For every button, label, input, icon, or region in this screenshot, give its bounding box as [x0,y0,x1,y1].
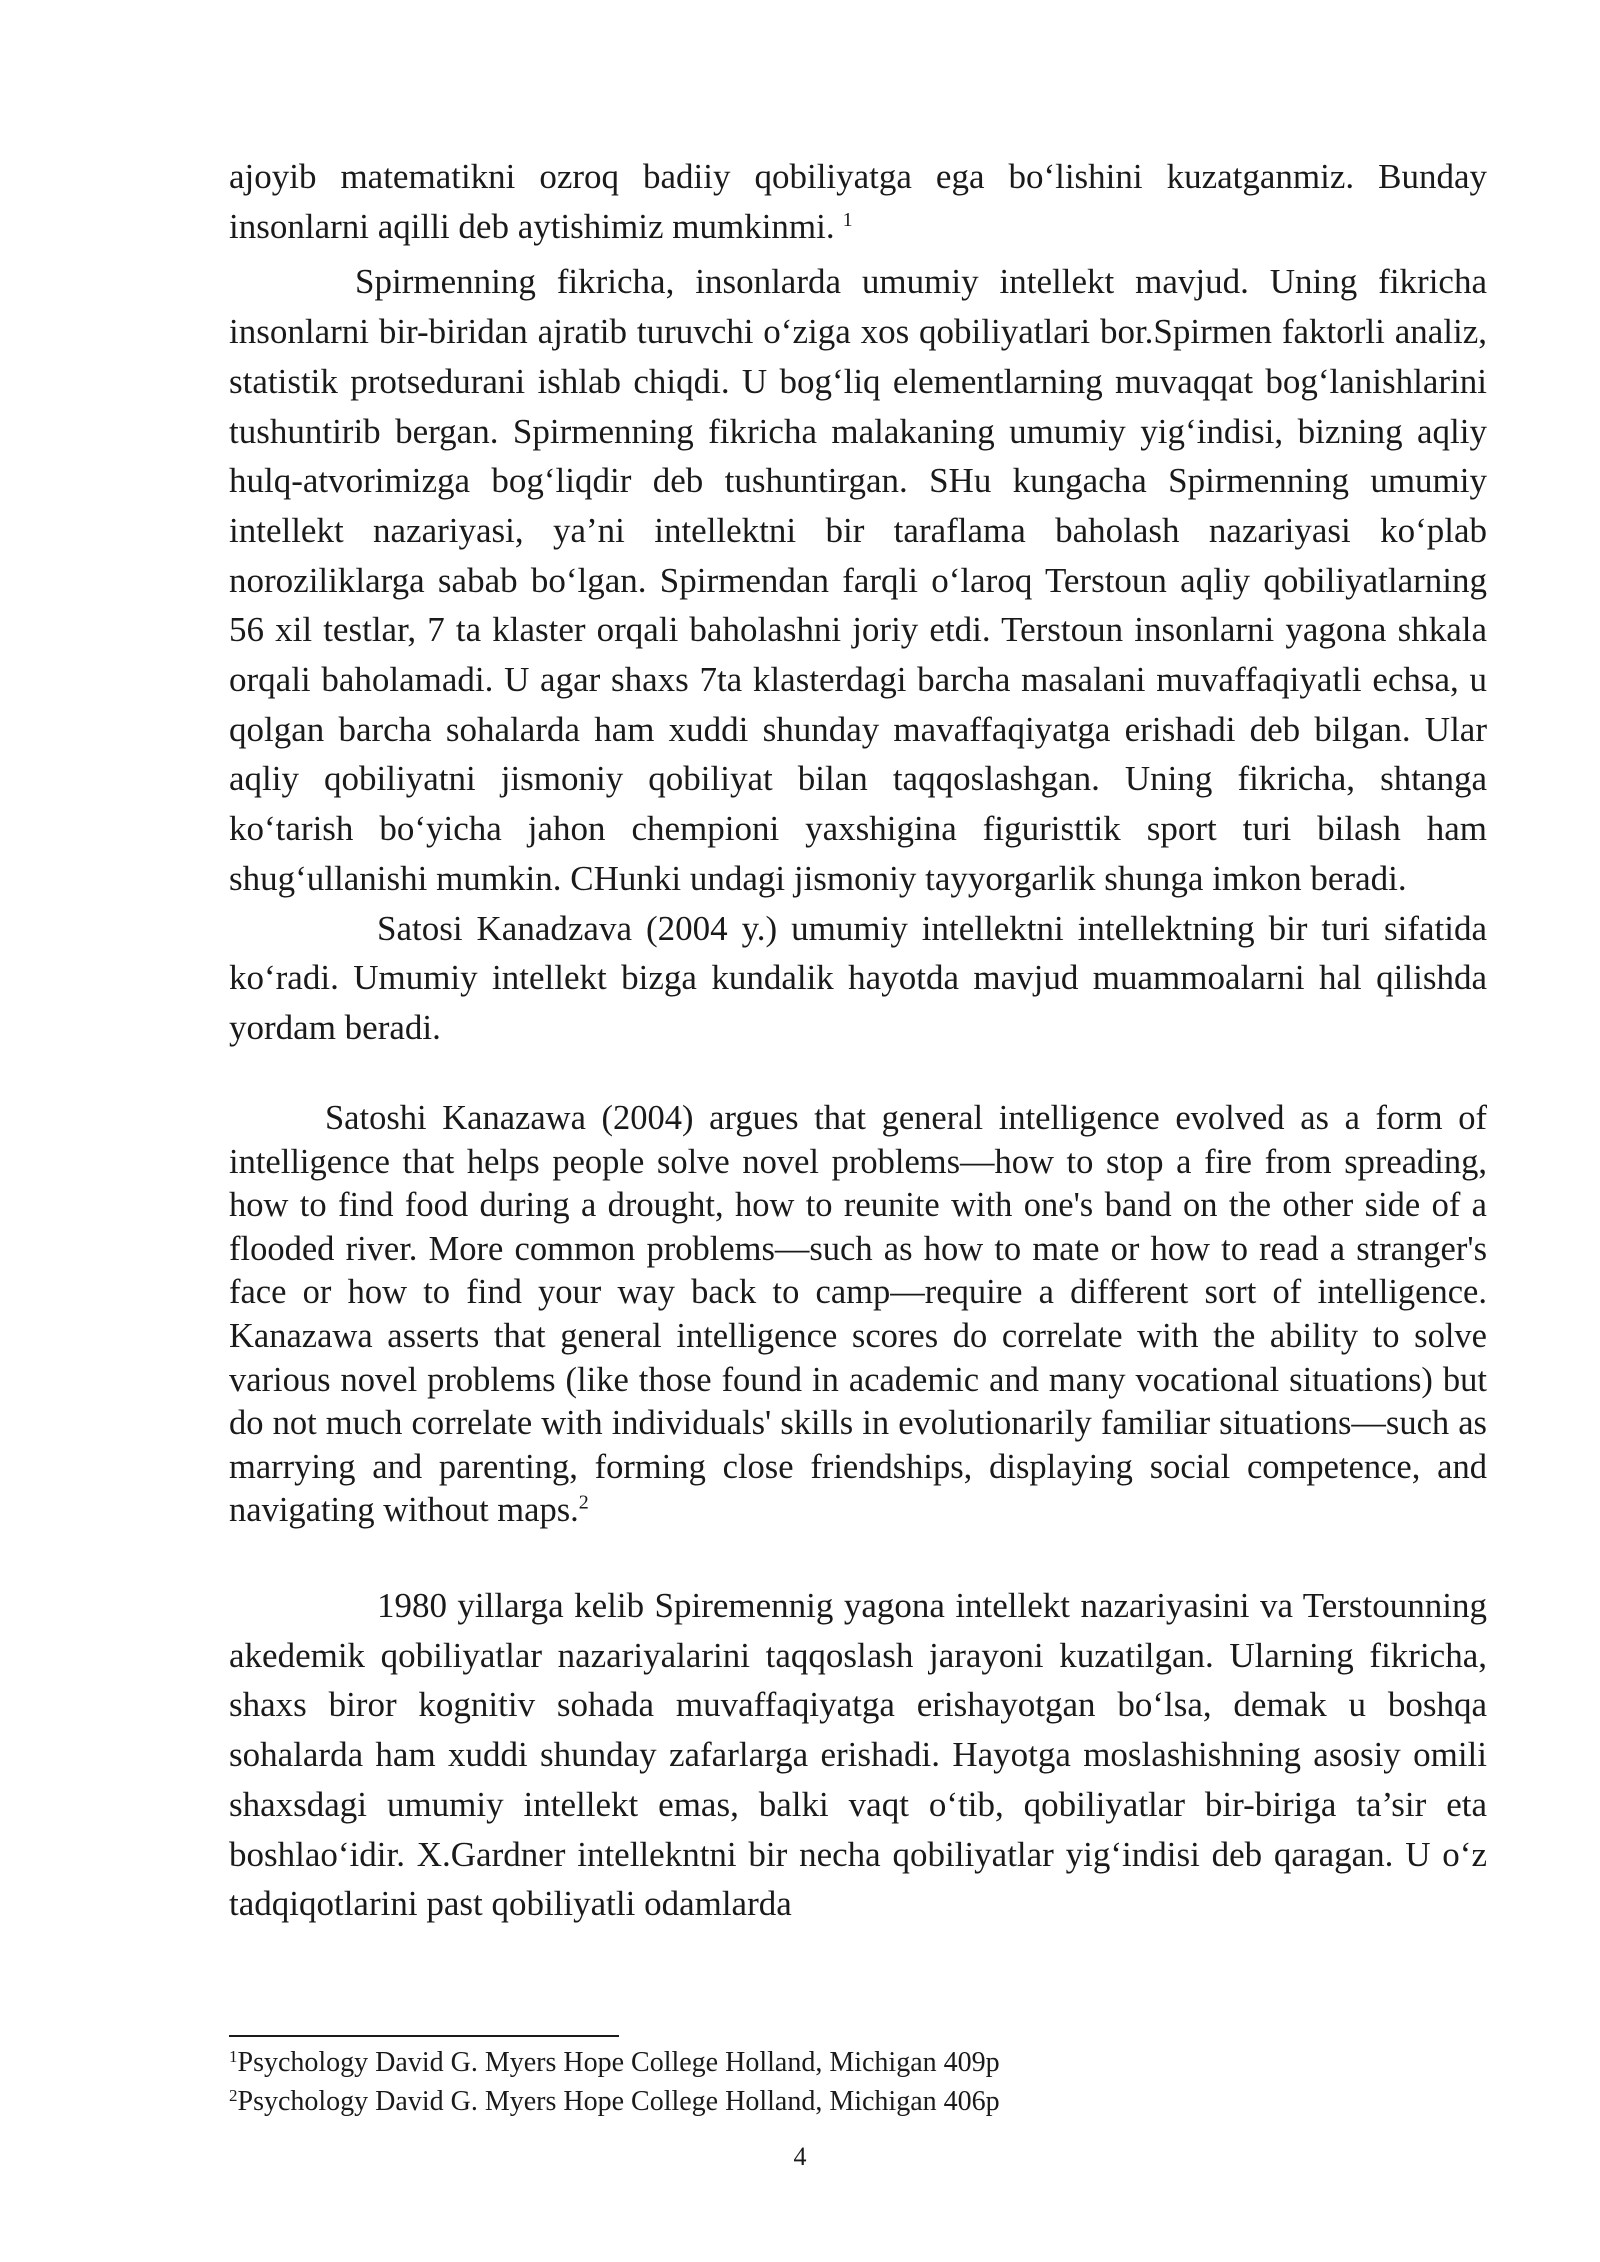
paragraph-5: 1980 yillarga kelib Spiremennig yagona intellekt nazariyasini va Terstounning akedemik qobiliyatlar nazariyalarini taqqoslash jarayoni kuzatilgan. Ularning fikricha, shaxs biror kognitiv sohada muvaffaqiyatga erishayotgan bo‘lsa, demak u boshqa sohalarda ham xuddi shunday zafarlarga erishadi. Hayotga moslashishning asosiy omili shaxsdagi umumiy intellekt emas, balki vaqt o‘tib, qobiliyatlar bir-biriga ta’sir eta boshlao‘idir. X.Gardner intellekntni bir necha qobiliyatlar yig‘indisi deb qaragan. U o‘z tadqiqotlarini past qobiliyatli odamlarda [229,1586,1487,1924]
footnote-2: $^2$Psychology David G. Myers Hope College Holland, Michigan 406p [229,2086,1000,2117]
footnote-1: $^1$Psychology David G. Myers Hope College Holland, Michigan 409p [229,2047,1000,2078]
body-text-uzbek [229,152,1487,1053]
footnotes [229,2045,1129,2123]
paragraph-2: Spirmenning fikricha, insonlarda umumiy intellekt mavjud. Uning fikricha insonlarni bir-biridan ajratib turuvchi o‘ziga xos qobiliyatlari bor.Spirmen faktorli analiz, statistik protsedurani ishlab chiqdi. U bog‘liq elementlarning muvaqqat bog‘lanishlarini tushuntirib bergan. Spirmenning fikricha malakaning umumiy yig‘indisi, bizning aqliy hulq-atvorimizga bog‘liqdir deb tushuntirgan. SHu kungacha Spirmenning umumiy intellekt nazariyasi, ya’ni intellektni bir taraflama baholash nazariyasi ko‘plab noroziliklarga sabab bo‘lgan. Spirmendan farqli o‘laroq Terstoun aqliy qobiliyatlarning 56 xil testlar, 7 ta klaster orqali baholashni joriy etdi. Terstoun insonlarni yagona shkala orqali baholamadi. U agar shaxs 7ta klasterdagi barcha masalani muvaffaqiyatli echsa, u qolgan barcha sohalarda ham xuddi shunday mavaffaqiyatga erishadi deb bilgan. Ular aqliy qobiliyatni jismoniy qobiliyat bilan taqqoslashgan. Uning fikricha, shtanga ko‘tarish bo‘yicha jahon chempioni yaxshigina figuristtik sport turi bilash ham shug‘ullanishi mumkin. CHunki undagi jismoniy tayyorgarlik shunga imkon beradi. [229,262,1487,898]
paragraph-1: ajoyib matematikni ozroq badiiy qobiliyatga ega bo‘lishini kuzatganmiz. Bunday insonlarni aqilli deb aytishimiz mumkinmi. $^1$ [229,157,1487,246]
footnote-separator [229,2035,619,2037]
paragraph-4: Satoshi Kanazawa (2004) argues that general intelligence evolved as a form of intelligence that helps people solve novel problems—how to stop a fire from spreading, how to find food during a drought, how to reunite with one's band on the other side of a flooded river. More common problems—such as how to mate or how to read a stranger's face or how to find your way back to camp—require a different sort of intelligence. Kanazawa asserts that general intelligence scores do correlate with the ability to solve various novel problems (like those found in academic and many vocational situations) but do not much correlate with individuals' skills in evolutionarily familiar situations—such as marrying and parenting, forming close friendships, displaying social competence, and navigating without maps.$^2$ [229,1099,1487,1530]
footnote-ref-2[interactable]: 2 [578,1491,589,1514]
page-number: 4 [793,2142,807,2171]
footnote-ref-1[interactable]: 1 [842,208,853,231]
body-text-english [229,1097,1487,1533]
paragraph-3: Satosi Kanadzava (2004 y.) umumiy intellektni intellektning bir turi sifatida ko‘radi. Umumiy intellekt bizga kundalik hayotda mavjud muammoalarni hal qilishda yordam beradi. [229,908,1487,1047]
body-text-uzbek-continued [229,1581,1487,1929]
